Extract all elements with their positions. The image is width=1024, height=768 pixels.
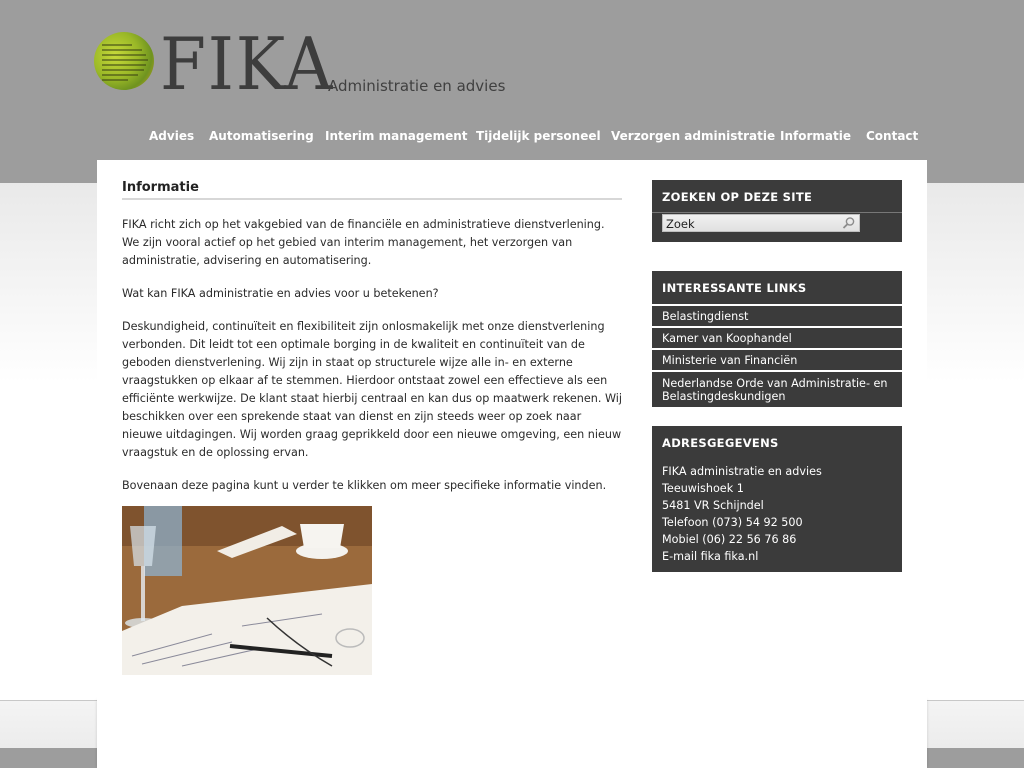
nav-item-interim-management[interactable]: Interim management xyxy=(325,129,468,143)
logo-tagline: Administratie en advies xyxy=(328,77,506,95)
content-panel xyxy=(97,160,927,700)
address-widget-title: ADRESGEGEVENS xyxy=(662,436,779,450)
search-icon[interactable] xyxy=(842,216,856,230)
logo-emblem-icon xyxy=(94,32,154,90)
links-widget xyxy=(652,271,902,407)
main-content xyxy=(122,180,622,495)
intro-paragraph: FIKA richt zich op het vakgebied van de financiële en administratieve dienstverlening. We zijn vooral actief op het gebied van interim management, het verzorgen van administratie, advisering en automatisering. xyxy=(122,218,605,267)
link-kamer-van-koophandel[interactable]: Kamer van Koophandel xyxy=(652,326,902,348)
search-widget-title: ZOEKEN OP DEZE SITE xyxy=(662,190,813,204)
body-paragraph: Deskundigheid, continuïteit en flexibiliteit zijn onlosmakelijk met onze dienstverlening verbonden. Dit leidt tot een optimale borging in de kwaliteit en continuïteit van de geboden dienstverlening. Wij zijn in staat op structurele wijze alle in- en externe vraagstukken op elkaar af te stemmen. Hierdoor ontstaat zowel een effectieve als een efficiënte werkwijze. De klant staat hierbij centraal en kan dus op maatwerk rekenen. Wij beschikken over een sprekende staat van dienst en zijn steeds weer op zoek naar nieuwe uitdagingen. Wij worden graag geprikkeld door een nieuwe omgeving, een nieuw vraagstuk en de oplossing ervan. xyxy=(122,320,623,459)
address-mobile: Mobiel (06) 22 56 76 86 xyxy=(662,533,797,546)
nav-item-verzorgen-administratie[interactable]: Verzorgen administratie xyxy=(611,129,776,143)
address-street: Teeuwishoek 1 xyxy=(662,482,744,495)
main-navigation xyxy=(0,129,1024,145)
address-phone: Telefoon (073) 54 92 500 xyxy=(662,516,803,529)
address-city: 5481 VR Schijndel xyxy=(662,499,764,512)
address-email: E-mail fika fika.nl xyxy=(662,550,759,563)
nav-item-informatie[interactable]: Informatie xyxy=(780,129,851,143)
nav-item-automatisering[interactable]: Automatisering xyxy=(209,129,314,143)
address-company: FIKA administratie en advies xyxy=(662,465,822,478)
closing-paragraph: Bovenaan deze pagina kunt u verder te klikken om meer specifieke informatie vinden. xyxy=(122,479,607,492)
links-widget-title: INTERESSANTE LINKS xyxy=(662,281,807,295)
address-details xyxy=(652,459,902,565)
link-nederlandse-orde[interactable]: Nederlandse Orde van Administratie- en Belastingdeskundigen xyxy=(652,370,902,407)
search-input[interactable] xyxy=(662,214,860,232)
question-paragraph: Wat kan FIKA administratie en advies voor u betekenen? xyxy=(122,287,439,300)
meeting-table-photo xyxy=(122,506,372,675)
page-title: Informatie xyxy=(122,180,622,200)
nav-item-tijdelijk-personeel[interactable]: Tijdelijk personeel xyxy=(476,129,601,143)
link-ministerie-van-financien[interactable]: Ministerie van Financiën xyxy=(652,348,902,370)
footer-panel xyxy=(97,700,927,768)
address-widget xyxy=(652,426,902,572)
nav-item-contact[interactable]: Contact xyxy=(866,129,919,143)
logo-wordmark: FIKA xyxy=(160,22,335,106)
search-widget xyxy=(652,180,902,242)
nav-item-advies[interactable]: Advies xyxy=(149,129,195,143)
link-belastingdienst[interactable]: Belastingdienst xyxy=(652,304,902,326)
site-logo[interactable] xyxy=(94,22,514,106)
